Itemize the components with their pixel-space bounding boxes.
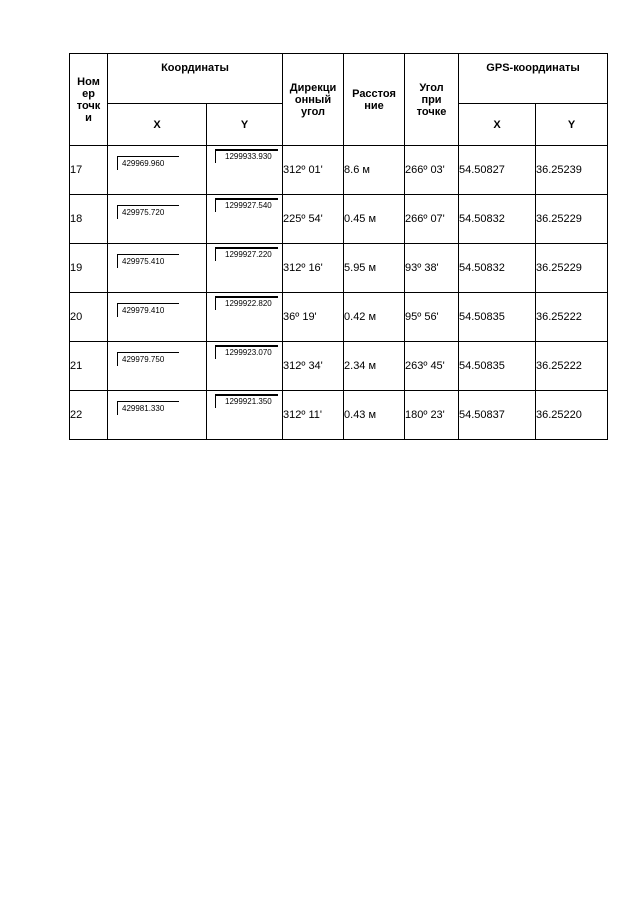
header-angle-line: точке	[416, 105, 447, 118]
x-value-field: 429981.330	[117, 401, 179, 415]
point-number-cell: 19	[70, 244, 108, 293]
y-cell	[207, 293, 283, 342]
table-row	[70, 293, 608, 342]
gps-y-cell: 36.25222	[536, 293, 608, 342]
header-bearing-line: Дирекци	[289, 81, 337, 94]
distance-cell: 0.42 м	[344, 293, 405, 342]
x-cell	[108, 244, 207, 293]
angle-cell	[405, 342, 459, 391]
gps-x-cell: 54.50827	[459, 146, 536, 195]
table-row	[70, 391, 608, 440]
y-value-field: 1299927.220	[215, 247, 278, 261]
header-point-number-line: точк	[76, 99, 101, 112]
header-angle-line: при	[421, 93, 442, 106]
header-x: X	[108, 104, 207, 146]
point-number-cell: 20	[70, 293, 108, 342]
y-cell	[207, 195, 283, 244]
x-value-field: 429979.410	[117, 303, 179, 317]
header-coordinates: Координаты	[108, 54, 283, 104]
gps-x-cell: 54.50835	[459, 342, 536, 391]
header-distance-line: ние	[364, 99, 384, 112]
header-angle	[405, 54, 459, 146]
table-row	[70, 146, 608, 195]
bearing-cell: 312º 34'	[283, 342, 344, 391]
bearing-cell: 36º 19'	[283, 293, 344, 342]
angle-value: 95º 56'	[405, 310, 439, 323]
angle-value: 266º 07'	[405, 212, 445, 225]
y-cell	[207, 342, 283, 391]
x-cell	[108, 293, 207, 342]
point-number-cell: 22	[70, 391, 108, 440]
y-cell	[207, 244, 283, 293]
gps-y-cell: 36.25222	[536, 342, 608, 391]
gps-x-cell: 54.50832	[459, 195, 536, 244]
table-row	[70, 244, 608, 293]
x-cell	[108, 195, 207, 244]
header-bearing	[283, 54, 344, 146]
header-gps-x: X	[459, 104, 536, 146]
angle-cell	[405, 391, 459, 440]
point-number-cell: 18	[70, 195, 108, 244]
header-bearing-line: онный	[294, 93, 332, 106]
angle-cell	[405, 195, 459, 244]
x-value-field: 429979.750	[117, 352, 179, 366]
x-cell	[108, 146, 207, 195]
header-point-number-line: ер	[82, 87, 95, 100]
y-value-field: 1299923.070	[215, 345, 278, 359]
table-row	[70, 195, 608, 244]
header-distance-line: Расстоя	[352, 87, 396, 100]
y-value-field: 1299927.540	[215, 198, 278, 212]
table-row	[70, 342, 608, 391]
header-bearing-line: угол	[301, 105, 326, 118]
angle-value: 180º 23'	[405, 408, 445, 421]
header-angle-line: Угол	[419, 81, 444, 94]
x-cell	[108, 342, 207, 391]
gps-x-cell: 54.50835	[459, 293, 536, 342]
coordinates-table	[69, 53, 608, 440]
header-gps: GPS-координаты	[459, 54, 608, 104]
x-cell	[108, 391, 207, 440]
distance-cell: 8.6 м	[344, 146, 405, 195]
angle-cell	[405, 244, 459, 293]
header-point-number-line: Ном	[77, 75, 100, 88]
gps-y-cell: 36.25220	[536, 391, 608, 440]
y-value-field: 1299933.930	[215, 149, 278, 163]
y-cell	[207, 391, 283, 440]
angle-value: 266º 03'	[405, 163, 445, 176]
header-distance	[344, 54, 405, 146]
x-value-field: 429975.720	[117, 205, 179, 219]
distance-cell: 5.95 м	[344, 244, 405, 293]
bearing-cell: 312º 01'	[283, 146, 344, 195]
bearing-cell: 225º 54'	[283, 195, 344, 244]
angle-value: 263º 45'	[405, 359, 445, 372]
distance-cell: 0.43 м	[344, 391, 405, 440]
angle-cell	[405, 293, 459, 342]
header-point-number	[70, 54, 108, 146]
point-number-cell: 21	[70, 342, 108, 391]
y-value-field: 1299922.820	[215, 296, 278, 310]
gps-x-cell: 54.50832	[459, 244, 536, 293]
gps-y-cell: 36.25229	[536, 244, 608, 293]
header-gps-y: Y	[536, 104, 608, 146]
header-y: Y	[207, 104, 283, 146]
point-number-cell: 17	[70, 146, 108, 195]
distance-cell: 0.45 м	[344, 195, 405, 244]
gps-y-cell: 36.25229	[536, 195, 608, 244]
bearing-cell: 312º 11'	[283, 391, 344, 440]
y-value-field: 1299921.350	[215, 394, 278, 408]
y-cell	[207, 146, 283, 195]
angle-cell	[405, 146, 459, 195]
gps-y-cell: 36.25239	[536, 146, 608, 195]
gps-x-cell: 54.50837	[459, 391, 536, 440]
bearing-cell: 312º 16'	[283, 244, 344, 293]
distance-cell: 2.34 м	[344, 342, 405, 391]
angle-value: 93º 38'	[405, 261, 439, 274]
header-point-number-line: и	[85, 111, 92, 124]
x-value-field: 429975.410	[117, 254, 179, 268]
x-value-field: 429969.960	[117, 156, 179, 170]
